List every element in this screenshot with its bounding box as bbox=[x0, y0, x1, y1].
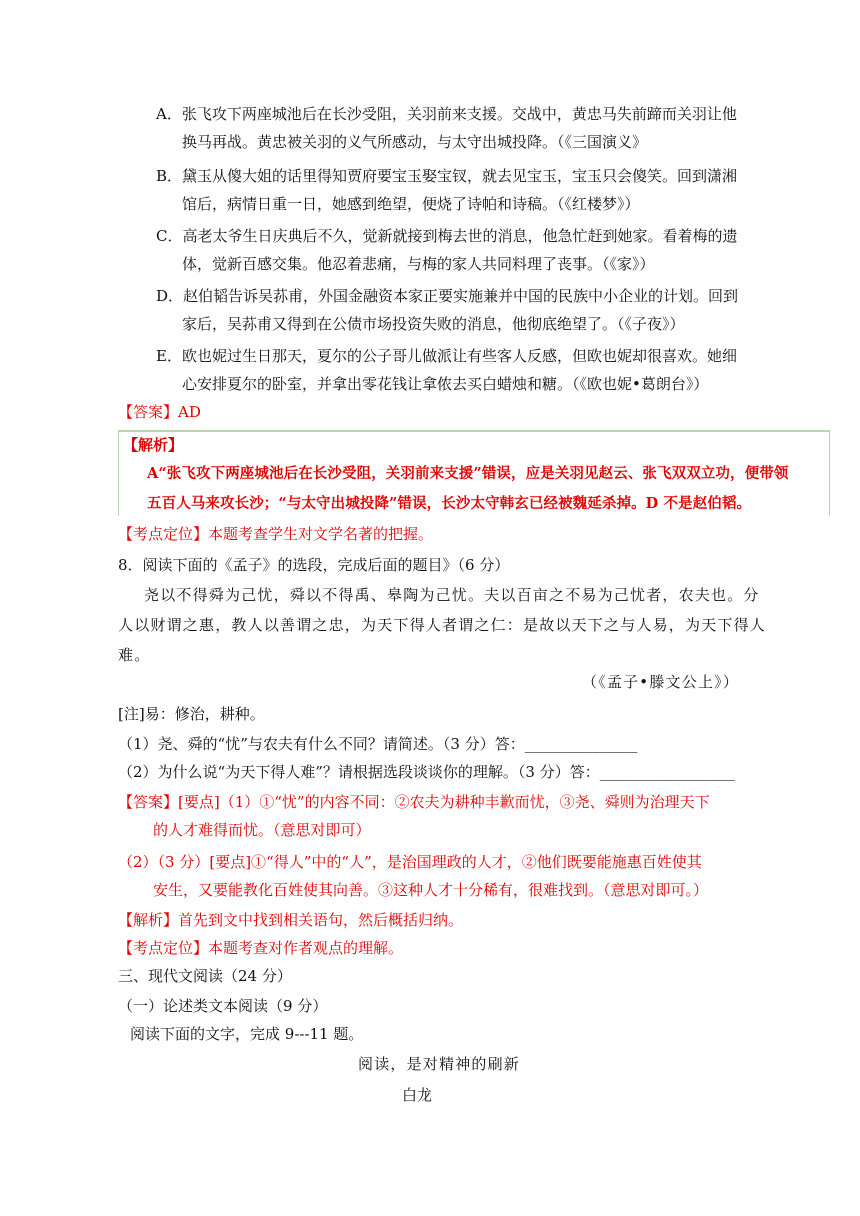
option-b-line1: B．黛玉从傻大姐的话里得知贾府要宝玉娶宝钗，就去见宝玉，宝玉只会傻笑。回到潇湘 bbox=[156, 167, 738, 185]
q8-point: 【考点定位】本题考查对作者观点的理解。 bbox=[118, 939, 404, 957]
q8-subquestion-1: （1）尧、舜的“忧”与农夫有什么不同？请简述。（3 分）答：_______________ bbox=[118, 735, 638, 753]
q8-answer2-line1: （2）（3 分）[要点]①“得人”中的“人”，是治国理政的人才，②他们既要能施惠百姓使其 bbox=[118, 853, 702, 871]
q8-note: [注]易：修治，耕种。 bbox=[118, 705, 265, 723]
q8-text-line3: 难。 bbox=[118, 646, 151, 664]
option-a-line2: 换马再战。黄忠被关羽的义气所感动，与太守出城投降。（《三国演义》 bbox=[182, 133, 648, 151]
section3-instruction: 阅读下面的文字，完成 9---11 题。 bbox=[130, 1025, 364, 1043]
option-e-line2: 心安排夏尔的卧室，并拿出零花钱让拿侬去买白蜡烛和糖。（《欧也妮•葛朗台》） bbox=[182, 375, 709, 393]
q8-text-line1: 尧以不得舜为己忧，舜以不得禹、皋陶为己忧。夫以百亩之不易为己忧者，农夫也。分 bbox=[144, 586, 760, 604]
section3-subtitle: （一）论述类文本阅读（9 分） bbox=[118, 997, 328, 1015]
q8-answer1-line2: 的人才难得而忧。（意思对即可） bbox=[153, 821, 371, 839]
q7-analysis-header: 【解析】 bbox=[123, 436, 184, 454]
q8-prompt: 8．阅读下面的《孟子》的选段，完成后面的题目》（6 分） bbox=[118, 556, 510, 574]
option-d-line1: D．赵伯韬告诉吴荪甫，外国金融资本家正要实施兼并中国的民族中小企业的计划。回到 bbox=[156, 287, 739, 305]
q8-subquestion-2: （2）为什么说“为天下得人难”？请根据选段谈谈你的理解。（3 分）答：__________________ bbox=[118, 763, 735, 781]
section3-title: 三、现代文阅读（24 分） bbox=[118, 967, 292, 985]
q8-answer1-line1: 【答案】[要点]（1）①“忧”的内容不同：②农夫为耕种丰歉而忧，③尧、舜则为治理天下 bbox=[118, 793, 710, 811]
option-c-line1: C．高老太爷生日庆典后不久，觉新就接到梅去世的消息，他急忙赶到她家。看着梅的遗 bbox=[156, 227, 738, 245]
q8-answer2-line2: 安生，又要能教化百姓使其向善。③这种人才十分稀有，很难找到。（意思对即可。） bbox=[153, 881, 709, 899]
option-a-line1: A．张飞攻下两座城池后在长沙受阻，关羽前来支援。交战中，黄忠马失前蹄而关羽让他 bbox=[156, 105, 737, 123]
article-title: 阅读，是对精神的刷新 bbox=[358, 1055, 521, 1073]
option-b-line2: 馆后，病情日重一日，她感到绝望，便烧了诗帕和诗稿。（《红楼梦》） bbox=[182, 195, 640, 213]
option-d-line2: 家后，吴荪甫又得到在公债市场投资失败的消息，他彻底绝望了。（《子夜》） bbox=[182, 315, 685, 333]
q8-source: （《孟子•滕文公上》） bbox=[582, 673, 740, 691]
q7-analysis-box bbox=[118, 430, 830, 516]
q7-answer: 【答案】AD bbox=[118, 403, 201, 421]
option-c-line2: 体，觉新百感交集。他忍着悲痛，与梅的家人共同料理了丧事。（《家》） bbox=[182, 255, 655, 273]
option-e-line1: E．欧也妮过生日那天，夏尔的公子哥儿做派让有些客人反感，但欧也妮却很喜欢。她细 bbox=[156, 347, 737, 365]
q8-analysis: 【解析】首先到文中找到相关语句，然后概括归纳。 bbox=[118, 911, 464, 929]
q7-analysis-line1: A“张飞攻下两座城池后在长沙受阻，关羽前来支援”错误，应是关羽见赵云、张飞双双立功，便带领 bbox=[147, 465, 789, 482]
article-author: 白龙 bbox=[402, 1086, 433, 1104]
q8-text-line2: 人以财谓之惠，教人以善谓之忠，为天下得人者谓之仁：是故以天下之与人易，为天下得人 bbox=[118, 616, 767, 634]
q7-analysis-line2: 五百人马来攻长沙；“与太守出城投降”错误，长沙太守韩玄已经被魏延杀掉。D 不是赵伯韬。 bbox=[147, 495, 752, 512]
q7-point: 【考点定位】本题考查学生对文学名著的把握。 bbox=[118, 525, 434, 543]
